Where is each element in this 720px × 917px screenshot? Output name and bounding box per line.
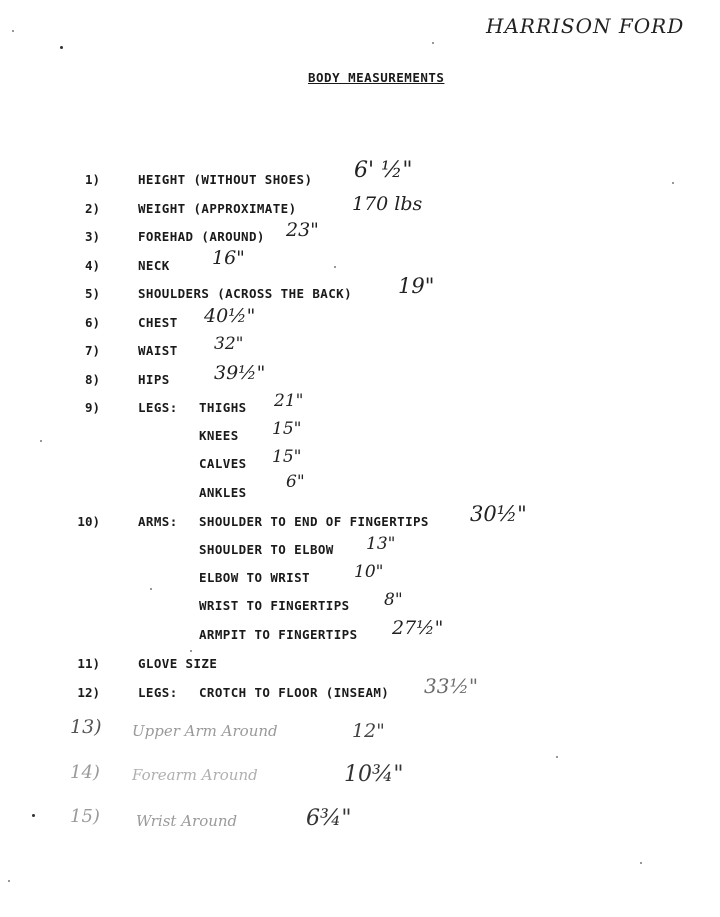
row-value: 6" xyxy=(286,472,305,492)
sub-label: SHOULDER TO END OF FINGERTIPS xyxy=(199,514,429,529)
handwritten-row-number: 14) xyxy=(70,762,100,783)
row-value: 40½" xyxy=(204,305,256,327)
row-label: HIPS xyxy=(138,372,170,387)
row-label: SHOULDERS (ACROSS THE BACK) xyxy=(138,286,352,301)
scan-speck xyxy=(334,266,336,268)
row-number: 5) xyxy=(84,286,100,301)
scan-speck xyxy=(40,440,42,442)
sub-label: KNEES xyxy=(199,428,239,443)
sub-label: CROTCH TO FLOOR (INSEAM) xyxy=(199,685,390,700)
row-value: 6' ½" xyxy=(354,158,413,183)
sub-label: WRIST TO FINGERTIPS xyxy=(199,598,350,613)
handwritten-row-number: 15) xyxy=(70,806,100,827)
scan-speck xyxy=(556,756,558,758)
handwritten-name: HARRISON FORD xyxy=(486,14,685,38)
handwritten-row-label: Wrist Around xyxy=(136,812,238,830)
row-label: ARMS: xyxy=(138,514,178,529)
row-label: HEIGHT (WITHOUT SHOES) xyxy=(138,172,313,187)
row-value: 8" xyxy=(384,590,403,610)
row-number: 7) xyxy=(84,343,100,358)
row-number: 4) xyxy=(84,258,100,273)
page-title: BODY MEASUREMENTS xyxy=(308,70,445,85)
handwritten-row-label: Forearm Around xyxy=(132,766,258,784)
sub-label: ARMPIT TO FINGERTIPS xyxy=(199,627,358,642)
row-value: 170 lbs xyxy=(352,193,423,215)
row-value: 27½" xyxy=(392,617,444,639)
row-label: FOREHAD (AROUND) xyxy=(138,229,265,244)
row-number: 12) xyxy=(77,685,100,700)
sub-label: SHOULDER TO ELBOW xyxy=(199,542,334,557)
row-value: 21" xyxy=(274,391,304,411)
row-number: 8) xyxy=(84,372,100,387)
row-label: WEIGHT (APPROXIMATE) xyxy=(138,201,297,216)
scan-speck xyxy=(190,650,192,652)
row-number: 10) xyxy=(77,514,100,529)
scan-speck xyxy=(8,880,10,882)
row-label: LEGS: xyxy=(138,400,178,415)
handwritten-row-label: Upper Arm Around xyxy=(132,722,278,740)
scan-speck xyxy=(672,182,674,184)
scan-speck xyxy=(32,814,35,817)
row-label: GLOVE SIZE xyxy=(138,656,218,671)
scan-speck xyxy=(150,588,152,590)
row-value: 39½" xyxy=(214,362,266,384)
scan-speck xyxy=(60,46,63,49)
handwritten-row-number: 13) xyxy=(70,716,102,738)
row-value: 10" xyxy=(354,562,384,582)
row-number: 6) xyxy=(84,315,100,330)
handwritten-row-value: 6¾" xyxy=(306,806,352,831)
row-value: 30½" xyxy=(470,502,527,526)
row-number: 2) xyxy=(84,201,100,216)
row-number: 1) xyxy=(84,172,100,187)
row-label: LEGS: xyxy=(138,685,178,700)
row-value: 16" xyxy=(212,247,245,269)
sub-label: THIGHS xyxy=(199,400,247,415)
row-number: 3) xyxy=(84,229,100,244)
row-value: 32" xyxy=(214,334,244,354)
scan-speck xyxy=(432,42,434,44)
sub-label: ANKLES xyxy=(199,485,247,500)
row-value: 15" xyxy=(272,419,302,439)
handwritten-row-value: 10¾" xyxy=(344,762,404,787)
scan-speck xyxy=(640,862,642,864)
scan-speck xyxy=(12,30,14,32)
row-value: 33½" xyxy=(424,674,479,698)
row-value: 13" xyxy=(366,534,396,554)
handwritten-row-value: 12" xyxy=(352,720,385,742)
row-number: 9) xyxy=(84,400,100,415)
row-label: WAIST xyxy=(138,343,178,358)
row-label: NECK xyxy=(138,258,170,273)
row-value: 23" xyxy=(286,219,319,241)
row-label: CHEST xyxy=(138,315,178,330)
sub-label: CALVES xyxy=(199,456,247,471)
sub-label: ELBOW TO WRIST xyxy=(199,570,310,585)
row-number: 11) xyxy=(77,656,100,671)
row-value: 15" xyxy=(272,447,302,467)
row-value: 19" xyxy=(398,274,435,298)
